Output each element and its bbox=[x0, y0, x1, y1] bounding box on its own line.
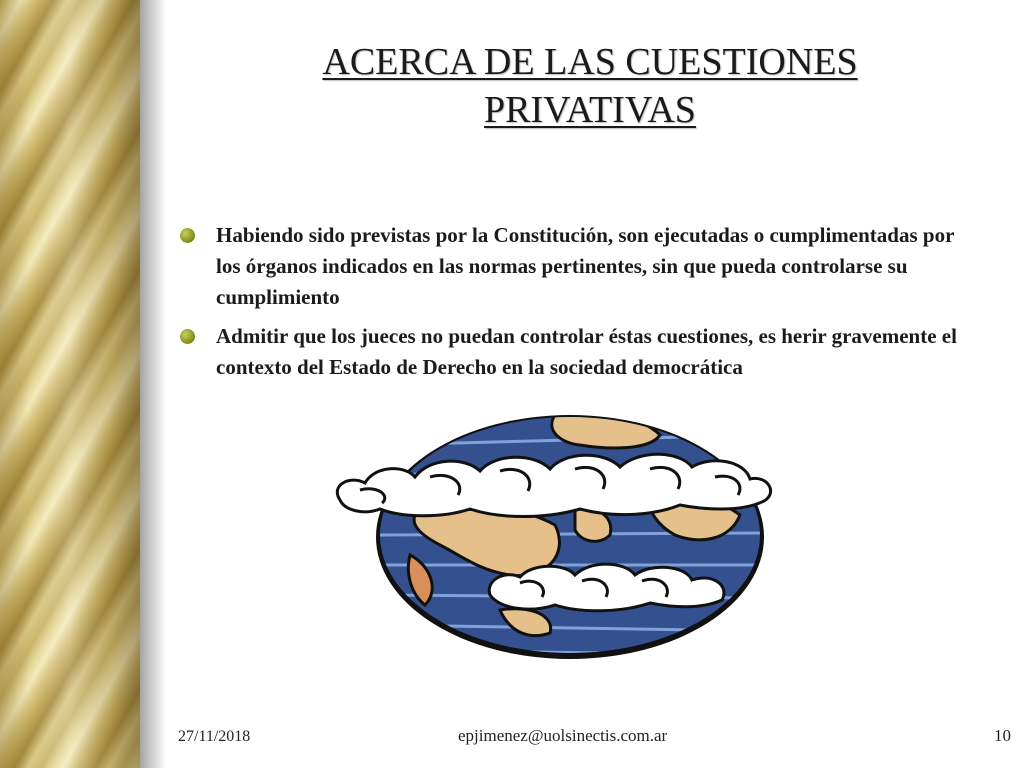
bullet-item bbox=[178, 220, 978, 313]
globe-illustration bbox=[320, 405, 820, 665]
column-shadow bbox=[140, 0, 166, 768]
bullet-text: Habiendo sido previstas por la Constitución, son ejecutadas o cumplimentadas por los órganos indicados en las normas pertinentes, sin que pueda controlarse su cumplimiento bbox=[216, 223, 955, 309]
title-line-2: PRIVATIVAS bbox=[484, 89, 696, 131]
bullet-item bbox=[178, 321, 978, 383]
footer-date: 27/11/2018 bbox=[178, 728, 251, 745]
bullet-list bbox=[178, 220, 978, 391]
footer-page-number: 10 bbox=[994, 726, 1011, 745]
slide-title bbox=[200, 38, 980, 134]
bullet-text: Admitir que los jueces no puedan controlar éstas cuestiones, es herir gravemente el contexto del Estado de Derecho en la sociedad democrática bbox=[216, 324, 957, 379]
title-line-1: ACERCA DE LAS CUESTIONES bbox=[322, 41, 858, 83]
footer-email: epjimenez@uolsinectis.com.ar bbox=[458, 726, 668, 745]
globe-icon bbox=[320, 405, 820, 665]
decorative-gold-column bbox=[0, 0, 140, 768]
bullet-dot-icon bbox=[180, 329, 195, 344]
bullet-dot-icon bbox=[180, 228, 195, 243]
